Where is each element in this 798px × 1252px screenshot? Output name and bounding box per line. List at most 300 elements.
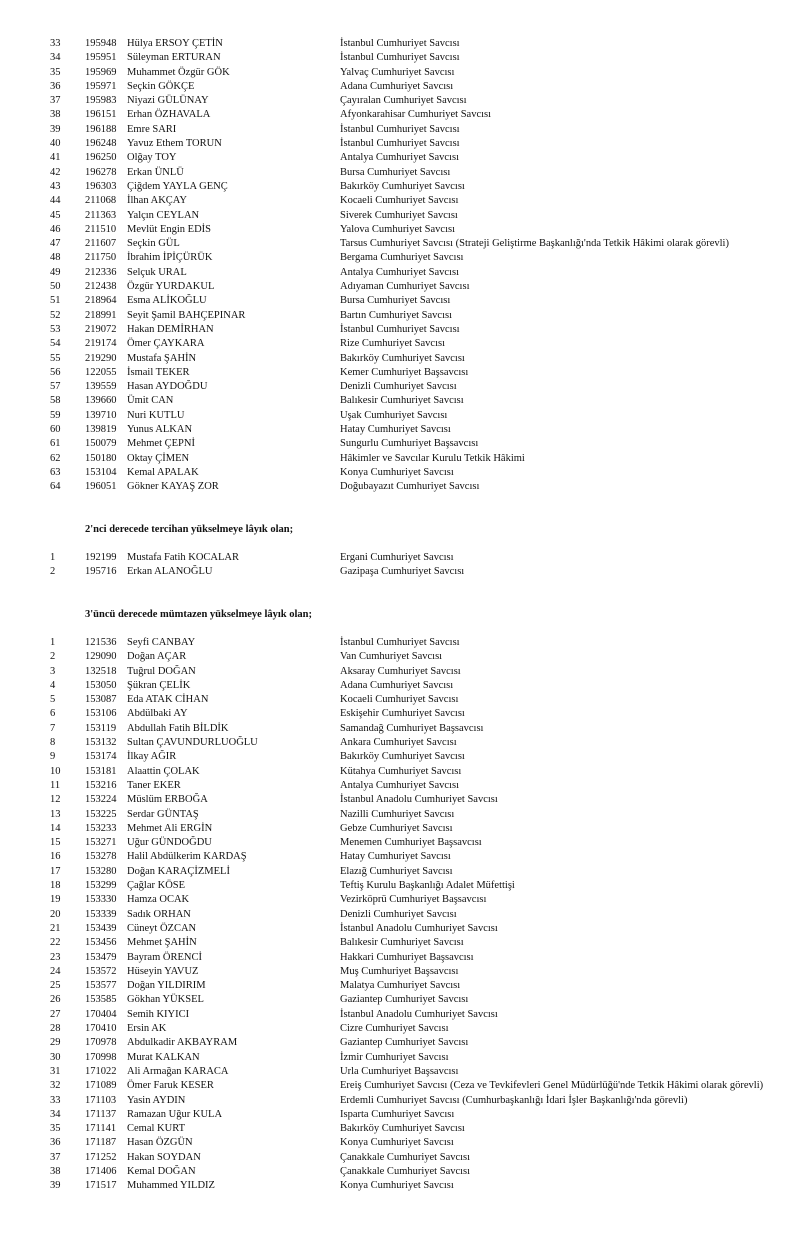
list-row [0,166,798,180]
person-name: Erhan ÖZHAVALA [127,109,211,121]
registry-number: 212336 [85,266,117,278]
registry-number: 211510 [85,223,117,235]
person-name: Cemal KURT [127,1123,185,1135]
duty-station: Çanakkale Cumhuriyet Savcısı [340,1165,471,1177]
person-name: Abdullah Fatih BİLDİK [127,722,229,734]
row-number: 50 [50,281,61,293]
registry-number: 170978 [85,1037,117,1049]
section-2-list [0,551,798,580]
person-name: Mustafa Fatih KOCALAR [127,552,239,563]
registry-number: 150180 [85,452,117,464]
row-number: 9 [50,751,56,763]
duty-station: Antalya Cumhuriyet Savcısı [340,779,459,791]
person-name: Şükran ÇELİK [127,679,191,691]
person-name: Hasan ÖZGÜN [127,1137,193,1149]
person-name: Erkan ALANOĞLU [127,566,213,578]
row-number: 30 [50,1051,61,1063]
row-number: 58 [50,395,61,407]
list-row [0,750,798,764]
section-2-heading: 2'nci derecede tercihan yükselmeye lâyık olan; [85,524,294,535]
duty-station: Gaziantep Cumhuriyet Savcısı [340,994,469,1006]
duty-station: Çayıralan Cumhuriyet Savcısı [340,95,467,107]
duty-station: Balıkesir Cumhuriyet Savcısı [340,937,464,949]
person-name: Eda ATAK CİHAN [127,694,209,706]
person-name: Erkan ÜNLÜ [127,166,184,178]
duty-station: Teftiş Kurulu Başkanlığı Adalet Müfettişi [340,880,515,892]
row-number: 8 [50,737,56,749]
person-name: Hamza OCAK [127,894,190,906]
registry-number: 139710 [85,409,117,421]
person-name: Abdülbaki AY [127,708,188,720]
list-row [0,693,798,707]
registry-number: 219072 [85,323,117,335]
duty-station: Eskişehir Cumhuriyet Savcısı [340,708,465,720]
row-number: 39 [50,1180,61,1192]
list-row [0,394,798,408]
list-row [0,1108,798,1122]
registry-number: 153479 [85,951,117,963]
list-row [0,879,798,893]
section-3-heading: 3'üncü derecede mümtazen yükselmeye lâyık olan; [85,609,313,620]
list-row [0,1122,798,1136]
list-row [0,480,798,494]
person-name: Sultan ÇAVUNDURLUOĞLU [127,737,258,749]
row-number: 36 [50,80,61,92]
row-number: 48 [50,252,61,264]
person-name: Ömer Faruk KESER [127,1080,214,1092]
person-name: Halil Abdülkerim KARDAŞ [127,851,247,863]
registry-number: 218964 [85,295,117,307]
row-number: 43 [50,180,61,192]
person-name: Hülya ERSOY ÇETİN [127,38,223,49]
list-row [0,237,798,251]
registry-number: 171137 [85,1108,117,1120]
list-row [0,223,798,237]
list-row [0,565,798,579]
row-number: 23 [50,951,61,963]
list-row [0,1094,798,1108]
person-name: Semih KIYICI [127,1008,190,1020]
duty-station: Bursa Cumhuriyet Savcısı [340,295,451,307]
duty-station: Sungurlu Cumhuriyet Başsavcısı [340,438,479,450]
list-row [0,309,798,323]
registry-number: 153233 [85,822,117,834]
duty-station: İstanbul Cumhuriyet Savcısı [340,138,460,150]
list-row [0,108,798,122]
person-name: Alaattin ÇOLAK [127,765,200,777]
list-row [0,180,798,194]
row-number: 2 [50,566,56,578]
list-row [0,123,798,137]
registry-number: 153132 [85,737,117,749]
registry-number: 139559 [85,381,117,393]
registry-number: 171517 [85,1180,117,1192]
duty-station: İzmir Cumhuriyet Savcısı [340,1051,449,1063]
duty-station: Hakkari Cumhuriyet Başsavcısı [340,951,474,963]
row-number: 62 [50,452,61,464]
row-number: 63 [50,466,61,478]
duty-station: Balıkesir Cumhuriyet Savcısı [340,395,464,407]
row-number: 35 [50,1123,61,1135]
registry-number: 153224 [85,794,117,806]
person-name: Seçkin GÖKÇE [127,80,195,92]
registry-number: 153572 [85,965,117,977]
person-name: Mevlüt Engin EDİS [127,223,211,235]
row-number: 32 [50,1080,61,1092]
registry-number: 153216 [85,779,117,791]
registry-number: 153280 [85,865,117,877]
registry-number: 153087 [85,694,117,706]
person-name: Hüseyin YAVUZ [127,965,199,977]
duty-station: Konya Cumhuriyet Savcısı [340,1137,454,1149]
row-number: 22 [50,937,61,949]
duty-station: Aksaray Cumhuriyet Savcısı [340,665,461,677]
registry-number: 211607 [85,238,117,250]
list-row [0,137,798,151]
row-number: 21 [50,922,61,934]
duty-station: Urla Cumhuriyet Başsavcısı [340,1065,459,1077]
list-row [0,865,798,879]
list-row [0,437,798,451]
person-name: Yavuz Ethem TORUN [127,138,222,150]
duty-station: Hatay Cumhuriyet Savcısı [340,851,451,863]
registry-number: 196278 [85,166,117,178]
row-number: 2 [50,651,56,663]
registry-number: 211363 [85,209,117,221]
row-number: 36 [50,1137,61,1149]
duty-station: Afyonkarahisar Cumhuriyet Savcısı [340,109,492,121]
duty-station: Uşak Cumhuriyet Savcısı [340,409,448,421]
person-name: Oktay ÇİMEN [127,452,190,464]
duty-station: Nazilli Cumhuriyet Savcısı [340,808,455,820]
duty-station: Denizli Cumhuriyet Savcısı [340,908,457,920]
duty-station: Tarsus Cumhuriyet Savcısı (Strateji Geliştirme Başkanlığı'nda Tetkik Hâkimi olarak görevli) [340,238,729,250]
duty-station: Hatay Cumhuriyet Savcısı [340,424,451,436]
registry-number: 171252 [85,1151,117,1163]
person-name: Serdar GÜNTAŞ [127,808,199,820]
row-number: 6 [50,708,56,720]
list-row [0,51,798,65]
duty-station: Adana Cumhuriyet Savcısı [340,679,454,691]
list-row [0,736,798,750]
duty-station: İstanbul Anadolu Cumhuriyet Savcısı [340,794,498,806]
row-number: 54 [50,338,61,350]
registry-number: 153278 [85,851,117,863]
list-row [0,936,798,950]
list-row [0,793,798,807]
list-row [0,352,798,366]
row-number: 1 [50,637,56,648]
duty-station: Bakırköy Cumhuriyet Savcısı [340,751,465,763]
registry-number: 153330 [85,894,117,906]
registry-number: 132518 [85,665,117,677]
registry-number: 195983 [85,95,117,107]
row-number: 37 [50,1151,61,1163]
person-name: Abdulkadir AKBAYRAM [127,1037,238,1049]
person-name: Kemal DOĞAN [127,1165,196,1177]
duty-station: Adıyaman Cumhuriyet Savcısı [340,281,470,293]
list-row [0,979,798,993]
row-number: 53 [50,323,61,335]
person-name: Kemal APALAK [127,466,199,478]
row-number: 55 [50,352,61,364]
person-name: Mehmet ŞAHİN [127,937,197,949]
list-row [0,1008,798,1022]
person-name: Hasan AYDOĞDU [127,381,208,393]
registry-number: 170404 [85,1008,117,1020]
duty-station: Vezirköprü Cumhuriyet Başsavcısı [340,894,487,906]
duty-station: Gebze Cumhuriyet Savcısı [340,822,453,834]
person-name: Selçuk URAL [127,266,187,278]
duty-station: Çanakkale Cumhuriyet Savcısı [340,1151,471,1163]
list-row [0,380,798,394]
person-name: Mehmet Ali ERGİN [127,822,213,834]
registry-number: 153585 [85,994,117,1006]
row-number: 51 [50,295,61,307]
row-number: 14 [50,822,61,834]
duty-station: Cizre Cumhuriyet Savcısı [340,1023,449,1035]
person-name: Gökhan YÜKSEL [127,994,204,1006]
registry-number: 153439 [85,922,117,934]
list-row [0,951,798,965]
registry-number: 153050 [85,679,117,691]
row-number: 5 [50,694,56,706]
duty-station: İstanbul Cumhuriyet Savcısı [340,637,460,648]
duty-station: Rize Cumhuriyet Savcısı [340,338,445,350]
row-number: 47 [50,238,61,250]
list-row [0,822,798,836]
list-row [0,151,798,165]
row-number: 44 [50,195,61,207]
list-row [0,251,798,265]
row-number: 26 [50,994,61,1006]
row-number: 29 [50,1037,61,1049]
registry-number: 153106 [85,708,117,720]
row-number: 45 [50,209,61,221]
list-row [0,337,798,351]
registry-number: 139819 [85,424,117,436]
row-number: 61 [50,438,61,450]
row-number: 35 [50,66,61,78]
registry-number: 171406 [85,1165,117,1177]
row-number: 18 [50,880,61,892]
registry-number: 211068 [85,195,117,207]
duty-station: Denizli Cumhuriyet Savcısı [340,381,457,393]
section-3-list [0,636,798,1194]
person-name: Ümit CAN [127,395,174,407]
registry-number: 153339 [85,908,117,920]
person-name: Muhammed YILDIZ [127,1180,215,1192]
registry-number: 153174 [85,751,117,763]
row-number: 40 [50,138,61,150]
duty-station: Doğubayazıt Cumhuriyet Savcısı [340,481,480,493]
person-name: Doğan YILDIRIM [127,980,206,992]
duty-station: Isparta Cumhuriyet Savcısı [340,1108,455,1120]
duty-station: Bakırköy Cumhuriyet Savcısı [340,352,465,364]
row-number: 3 [50,665,56,677]
registry-number: 196151 [85,109,117,121]
list-row [0,266,798,280]
list-row [0,679,798,693]
list-row [0,1165,798,1179]
list-row [0,194,798,208]
row-number: 11 [50,779,61,791]
list-row [0,1065,798,1079]
list-row [0,665,798,679]
row-number: 56 [50,366,61,378]
row-number: 15 [50,837,61,849]
person-name: Çağlar KÖSE [127,880,186,892]
person-name: Sadık ORHAN [127,908,191,920]
list-row [0,452,798,466]
list-row [0,808,798,822]
row-number: 19 [50,894,61,906]
person-name: Hakan SOYDAN [127,1151,201,1163]
person-name: Özgür YURDAKUL [127,281,215,293]
row-number: 38 [50,109,61,121]
row-number: 16 [50,851,61,863]
duty-station: Gaziantep Cumhuriyet Savcısı [340,1037,469,1049]
registry-number: 122055 [85,366,117,378]
list-row [0,922,798,936]
list-row [0,965,798,979]
duty-station: Gazipaşa Cumhuriyet Savcısı [340,566,465,578]
list-row [0,722,798,736]
duty-station: Ankara Cumhuriyet Savcısı [340,737,457,749]
row-number: 64 [50,481,61,493]
person-name: Mustafa ŞAHİN [127,352,197,364]
duty-station: Bartın Cumhuriyet Savcısı [340,309,452,321]
person-name: Mehmet ÇEPNİ [127,438,195,450]
registry-number: 171089 [85,1080,117,1092]
list-row [0,323,798,337]
person-name: Çiğdem YAYLA GENÇ [127,180,228,192]
person-name: Bayram ÖRENCİ [127,951,202,963]
list-row [0,94,798,108]
person-name: Seyit Şamil BAHÇEPINAR [127,309,246,321]
registry-number: 150079 [85,438,117,450]
registry-number: 153104 [85,466,117,478]
list-row [0,466,798,480]
person-name: Ramazan Uğur KULA [127,1108,223,1120]
duty-station: Antalya Cumhuriyet Savcısı [340,266,459,278]
registry-number: 170410 [85,1023,117,1035]
registry-number: 195969 [85,66,117,78]
row-number: 24 [50,965,61,977]
registry-number: 195971 [85,80,117,92]
registry-number: 153225 [85,808,117,820]
duty-station: Muş Cumhuriyet Başsavcısı [340,965,459,977]
list-row [0,993,798,1007]
duty-station: Menemen Cumhuriyet Başsavcısı [340,837,482,849]
person-name: Tuğrul DOĞAN [127,665,196,677]
row-number: 52 [50,309,61,321]
list-row [0,1151,798,1165]
row-number: 42 [50,166,61,178]
row-number: 46 [50,223,61,235]
list-row [0,80,798,94]
duty-station: Kocaeli Cumhuriyet Savcısı [340,694,459,706]
person-name: Süleyman ERTURAN [127,52,221,64]
list-row [0,765,798,779]
duty-station: Elazığ Cumhuriyet Savcısı [340,865,453,877]
duty-station: Adana Cumhuriyet Savcısı [340,80,454,92]
person-name: Hakan DEMİRHAN [127,323,214,335]
person-name: Uğur GÜNDOĞDU [127,837,212,849]
person-name: Olğay TOY [127,152,177,164]
row-number: 49 [50,266,61,278]
duty-station: Hâkimler ve Savcılar Kurulu Tetkik Hâkimi [340,452,525,464]
person-name: Murat KALKAN [127,1051,200,1063]
registry-number: 192199 [85,552,117,563]
person-name: Ersin AK [127,1023,167,1035]
list-row [0,908,798,922]
person-name: Yunus ALKAN [127,424,193,436]
duty-station: Yalova Cumhuriyet Savcısı [340,223,456,235]
list-row [0,1036,798,1050]
registry-number: 121536 [85,637,117,648]
duty-station: Konya Cumhuriyet Savcısı [340,1180,454,1192]
row-number: 33 [50,1094,61,1106]
row-number: 28 [50,1023,61,1035]
registry-number: 196250 [85,152,117,164]
registry-number: 195948 [85,38,117,49]
registry-number: 171103 [85,1094,117,1106]
registry-number: 219174 [85,338,117,350]
duty-station: İstanbul Cumhuriyet Savcısı [340,38,460,49]
registry-number: 153577 [85,980,117,992]
row-number: 38 [50,1165,61,1177]
registry-number: 171187 [85,1137,117,1149]
row-number: 59 [50,409,61,421]
registry-number: 212438 [85,281,117,293]
duty-station: Kemer Cumhuriyet Başsavcısı [340,366,469,378]
list-row [0,366,798,380]
list-row [0,893,798,907]
person-name: Cüneyt ÖZCAN [127,922,197,934]
row-number: 1 [50,552,56,563]
list-row [0,1022,798,1036]
person-name: Yalçın CEYLAN [127,209,200,221]
person-name: Seyfi CANBAY [127,637,196,648]
duty-station: Konya Cumhuriyet Savcısı [340,466,454,478]
list-row [0,209,798,223]
registry-number: 153271 [85,837,117,849]
list-row [0,409,798,423]
duty-station: Bakırköy Cumhuriyet Savcısı [340,180,465,192]
registry-number: 129090 [85,651,117,663]
list-row [0,1179,798,1193]
list-row [0,850,798,864]
duty-station: Kütahya Cumhuriyet Savcısı [340,765,462,777]
duty-station: İstanbul Anadolu Cumhuriyet Savcısı [340,922,498,934]
row-number: 57 [50,381,61,393]
row-number: 39 [50,123,61,135]
duty-station: Antalya Cumhuriyet Savcısı [340,152,459,164]
row-number: 12 [50,794,61,806]
duty-station: İstanbul Cumhuriyet Savcısı [340,52,460,64]
duty-station: Bursa Cumhuriyet Savcısı [340,166,451,178]
registry-number: 211750 [85,252,117,264]
row-number: 34 [50,52,61,64]
duty-station: Ereiş Cumhuriyet Savcısı (Ceza ve Tevkifevleri Genel Müdürlüğü'nde Tetkik Hâkimi olarak görevli) [340,1080,764,1092]
registry-number: 219290 [85,352,117,364]
person-name: Doğan AÇAR [127,651,187,663]
duty-station: Yalvaç Cumhuriyet Savcısı [340,66,455,78]
person-name: Doğan KARAÇİZMELİ [127,865,230,877]
registry-number: 153299 [85,880,117,892]
row-number: 4 [50,679,56,691]
